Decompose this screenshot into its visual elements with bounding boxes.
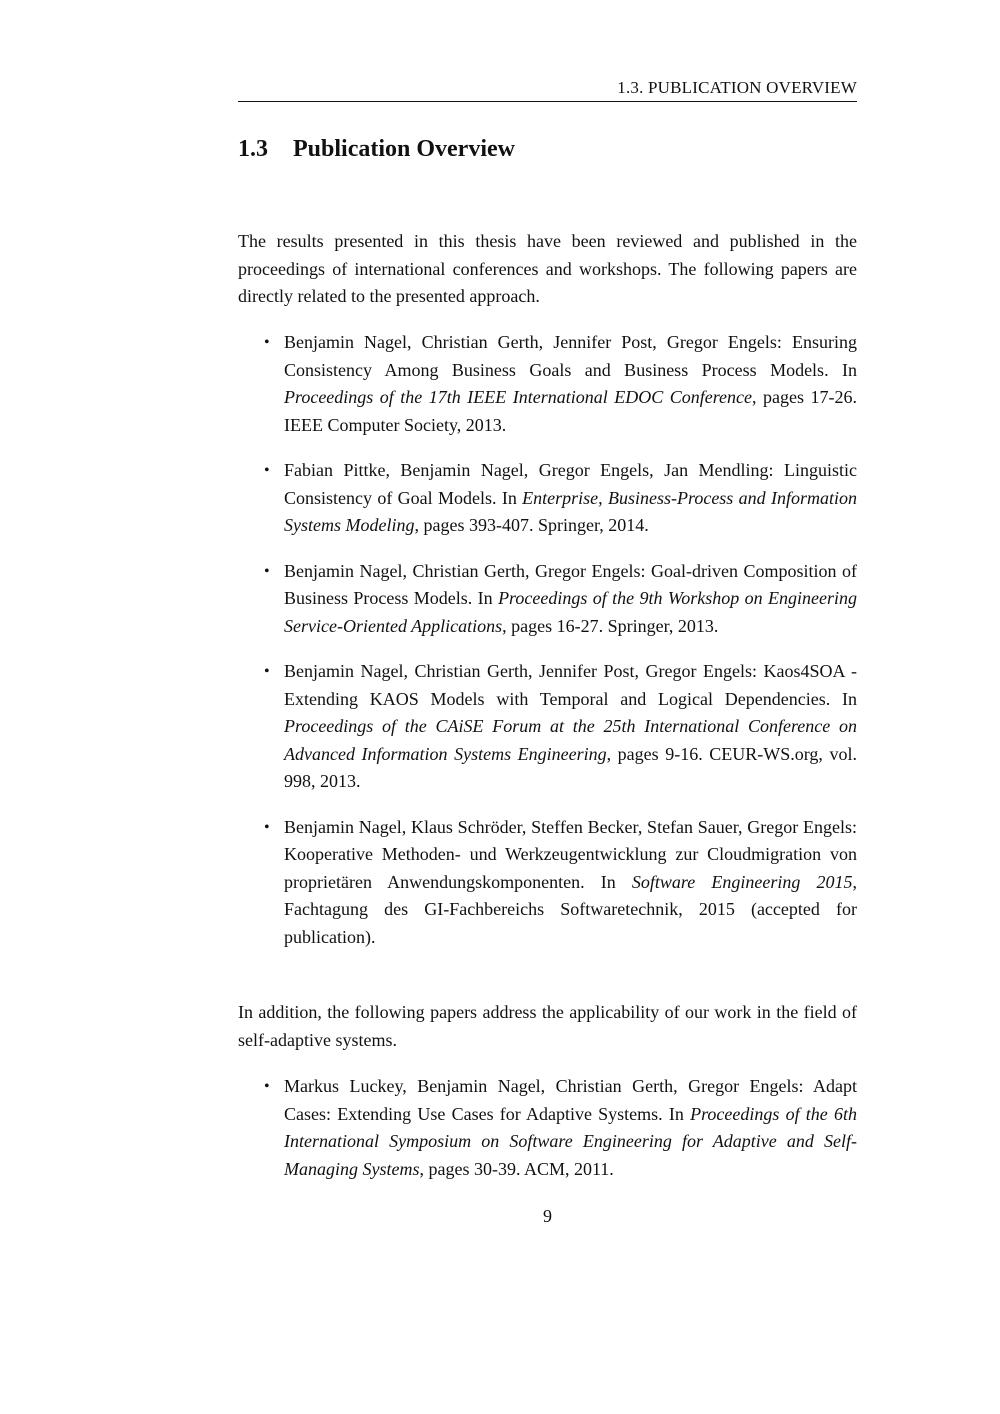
publication-authors-title: Markus Luckey, Benjamin Nagel, Christian Gerth, Gregor Engels: Adapt Cases: Extending Use Cases for Adaptive Systems. In xyxy=(284,1076,857,1124)
publication-details: , Fachtagung des GI-Fachbereichs Softwaretechnik, 2015 (accepted for publication). xyxy=(284,871,857,947)
publication-details: , pages 17-26. IEEE Computer Society, 2013. xyxy=(284,387,857,435)
publication-venue: Proceedings of the 9th Workshop on Engineering Service-Oriented Applications xyxy=(284,588,858,636)
publication-authors-title: Benjamin Nagel, Christian Gerth, Jennifer Post, Gregor Engels: Ensuring Consistency Among Business Goals and Business Process Models. In xyxy=(284,332,857,380)
publication-authors-title: Benjamin Nagel, Christian Gerth, Gregor Engels: Goal-driven Composition of Business Process Models. In xyxy=(284,560,857,608)
publication-details: , pages 16-27. Springer, 2013. xyxy=(502,615,719,636)
publication-item xyxy=(264,558,858,641)
running-header: 1.3. PUBLICATION OVERVIEW xyxy=(238,78,857,102)
publication-item xyxy=(264,329,857,439)
publication-details: , pages 393-407. Springer, 2014. xyxy=(414,515,649,535)
publication-authors-title: Benjamin Nagel, Klaus Schröder, Steffen Becker, Stefan Sauer, Gregor Engels: Kooperative Methoden- und Werkzeugentwicklung zur Cloudmigration von proprietären Anwendungskomponenten. In xyxy=(284,816,857,892)
additional-publication-list xyxy=(264,1073,857,1201)
publication-details: , pages 9-16. CEUR-WS.org, vol. 998, 2013. xyxy=(284,743,857,791)
publication-venue: Software Engineering 2015 xyxy=(631,871,853,892)
bullet-icon: • xyxy=(264,462,270,479)
addition-paragraph: In addition, the following papers address the applicability of our work in the field of self-adaptive systems. xyxy=(238,1002,857,1050)
intro-paragraph: The results presented in this thesis have been reviewed and published in the proceedings of international conferences and workshops. The following papers are directly related to the presented approach. xyxy=(238,231,857,306)
bullet-icon: • xyxy=(264,334,270,351)
publication-authors-title: Benjamin Nagel, Christian Gerth, Jennifer Post, Gregor Engels: Kaos4SOA - Extending KAOS Models with Temporal and Logical Dependencies. In xyxy=(284,661,857,709)
publication-venue: Proceedings of the 6th International Symposium on Software Engineering for Adaptive and Self-Managing Systems xyxy=(284,1103,857,1179)
publication-list xyxy=(264,329,858,969)
publication-authors-title: Fabian Pittke, Benjamin Nagel, Gregor Engels, Jan Mendling: Linguistic Consistency of Goal Models. In xyxy=(284,460,857,508)
publication-venue: Proceedings of the 17th IEEE International EDOC Conference xyxy=(284,387,753,407)
publication-venue: Proceedings of the CAiSE Forum at the 25th International Conference on Advanced Information Systems Engineering xyxy=(284,716,857,764)
section-number: 1.3 xyxy=(238,136,268,162)
page-number: 9 xyxy=(543,1206,552,1226)
bullet-icon: • xyxy=(264,663,270,680)
bullet-icon: • xyxy=(264,1078,270,1095)
section-heading xyxy=(238,136,515,163)
section-title: Publication Overview xyxy=(293,136,515,162)
publication-item xyxy=(264,457,857,540)
publication-item xyxy=(264,814,857,952)
bullet-icon: • xyxy=(264,562,270,580)
bullet-icon: • xyxy=(264,818,270,836)
publication-item xyxy=(264,1073,857,1183)
publication-venue: Enterprise, Business-Process and Information Systems Modeling xyxy=(284,487,857,535)
publication-details: , pages 30-39. ACM, 2011. xyxy=(419,1158,614,1179)
publication-item xyxy=(264,658,857,796)
